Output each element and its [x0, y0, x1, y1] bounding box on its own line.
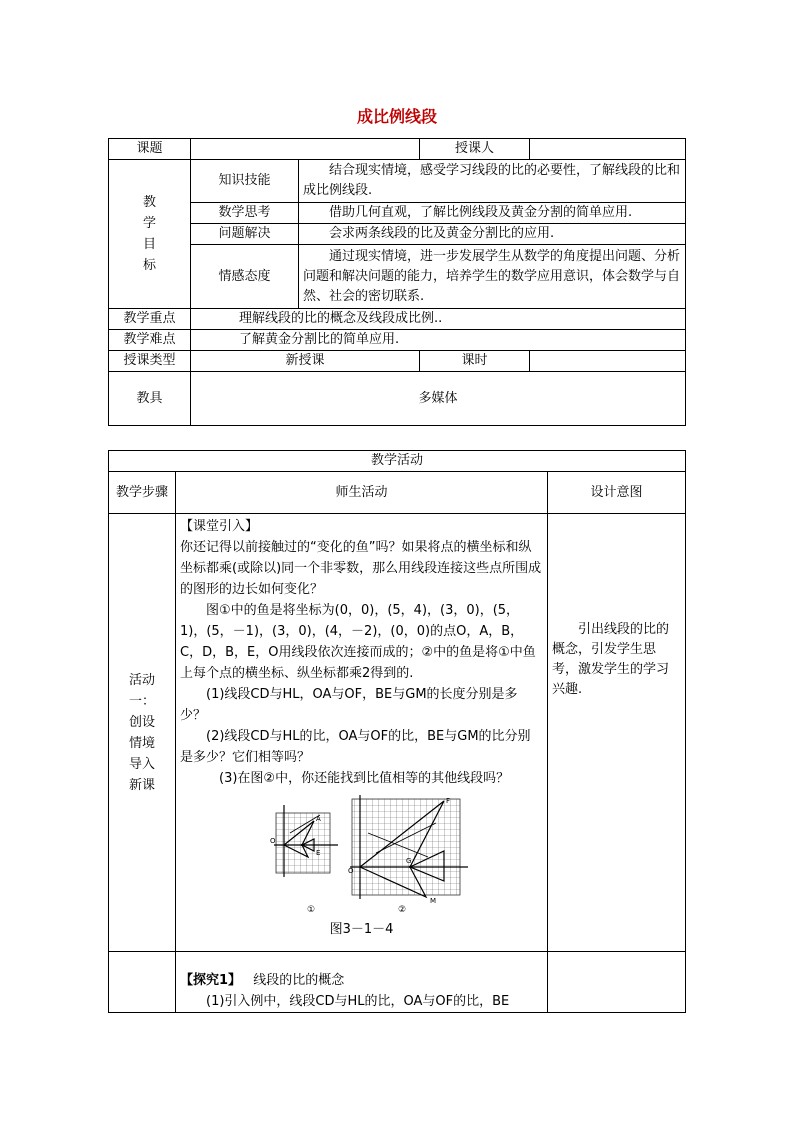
fish-figure-graphic [180, 793, 544, 918]
activity1-heading: 【课堂引入】 [180, 519, 259, 534]
svg-text:E: E [316, 849, 321, 857]
hours-value [530, 351, 686, 372]
explore1-heading-label: 【探究1】 [180, 973, 242, 988]
activity-table-header: 教学活动 [109, 451, 686, 472]
svg-text:O: O [270, 837, 276, 845]
explore1-intent [548, 952, 686, 1013]
activity1-question-1: (1)线段CD与HL，OA与OF，BE与GM的长度分别是多少？ [180, 687, 518, 723]
svg-text:M: M [430, 897, 437, 905]
figure-label-2: ② [398, 905, 407, 915]
tools-label: 教具 [109, 372, 191, 426]
col-step-header: 教学步骤 [109, 472, 176, 514]
hours-label: 课时 [420, 351, 530, 372]
activity1-content [176, 514, 548, 952]
objective-attitude-text: 通过现实情境，进一步发展学生从数学的角度提出问题、分析问题和解决问题的能力，培养学生的数学应用意识，体会数学与自然、社会的密切联系. [299, 245, 686, 309]
teacher-value [530, 139, 686, 160]
objective-knowledge-text: 结合现实情境，感受学习线段的比的必要性，了解线段的比和成比例线段. [299, 160, 686, 203]
activity1-description: 图①中的鱼是将坐标为(0，0)，(5，4)，(3，0)，(5，1)，(5，－1)，(3，0)，(4，－2)，(0，0)的点O，A，B，C，D，B，E，O用线段依次连接而成的；②中的鱼是将①中鱼上每个点的横坐标、纵坐标都乘2得到的. [180, 603, 536, 681]
course-value [191, 139, 420, 160]
svg-text:G: G [406, 857, 412, 865]
col-intent-header: 设计意图 [548, 472, 686, 514]
svg-text:F: F [446, 797, 451, 805]
activity1-intro: 你还记得以前接触过的“变化的鱼”吗？如果将点的横坐标和纵坐标都乘(或除以)同一个非零数，那么用线段连接这些点所围成的图形的边长如何变化？ [180, 540, 542, 597]
objective-thinking-label: 数学思考 [191, 203, 299, 224]
explore1-content [176, 952, 548, 1013]
difficulty-label: 教学难点 [109, 330, 191, 351]
objective-problem-label: 问题解决 [191, 224, 299, 245]
activity1-question-2: (2)线段CD与HL的比，OA与OF的比，BE与GM的比分别是多少？它们相等吗？ [180, 729, 531, 765]
objective-thinking-text: 借助几何直观，了解比例线段及黄金分割的简单应用. [299, 203, 686, 224]
activity1-intent: 引出线段的比的概念，引发学生思考，激发学生的学习兴趣. [548, 514, 686, 952]
col-activity-header: 师生活动 [176, 472, 548, 514]
explore1-step [109, 952, 176, 1013]
objectives-label: 教 学 目 标 [109, 160, 191, 309]
activity1-step: 活动 一： 创设 情境 导入 新课 [109, 514, 176, 952]
explore1-heading [180, 970, 543, 991]
difficulty-text: 了解黄金分割比的简单应用. [191, 330, 686, 351]
fish-figure-1 [270, 805, 338, 877]
objective-attitude-label: 情感态度 [191, 245, 299, 309]
svg-text:A: A [316, 815, 321, 823]
svg-text:O: O [348, 867, 354, 875]
key-point-text: 理解线段的比的概念及线段成比例.. [191, 309, 686, 330]
explore1-text: (1)引入例中，线段CD与HL的比，OA与OF的比，BE [206, 994, 510, 1009]
objective-problem-text: 会求两条线段的比及黄金分割比的应用. [299, 224, 686, 245]
teacher-label: 授课人 [420, 139, 530, 160]
explore1-title: 线段的比的概念 [253, 973, 345, 988]
fish-figure-2 [348, 795, 468, 905]
course-label: 课题 [109, 139, 191, 160]
key-point-label: 教学重点 [109, 309, 191, 330]
objective-knowledge-label: 知识技能 [191, 160, 299, 203]
figure-caption: 图3－1－4 [329, 922, 394, 937]
page-title: 成比例线段 [356, 107, 437, 126]
lesson-info-table [108, 138, 686, 426]
tools-value: 多媒体 [191, 372, 686, 426]
lesson-type-value: 新授课 [191, 351, 420, 372]
activity1-question-3: (3)在图②中，你还能找到比值相等的其他线段吗？ [219, 771, 510, 786]
fish-figure [180, 793, 543, 918]
figure-label-1: ① [307, 905, 316, 915]
lesson-type-label: 授课类型 [109, 351, 191, 372]
teaching-activity-table [108, 450, 686, 1013]
